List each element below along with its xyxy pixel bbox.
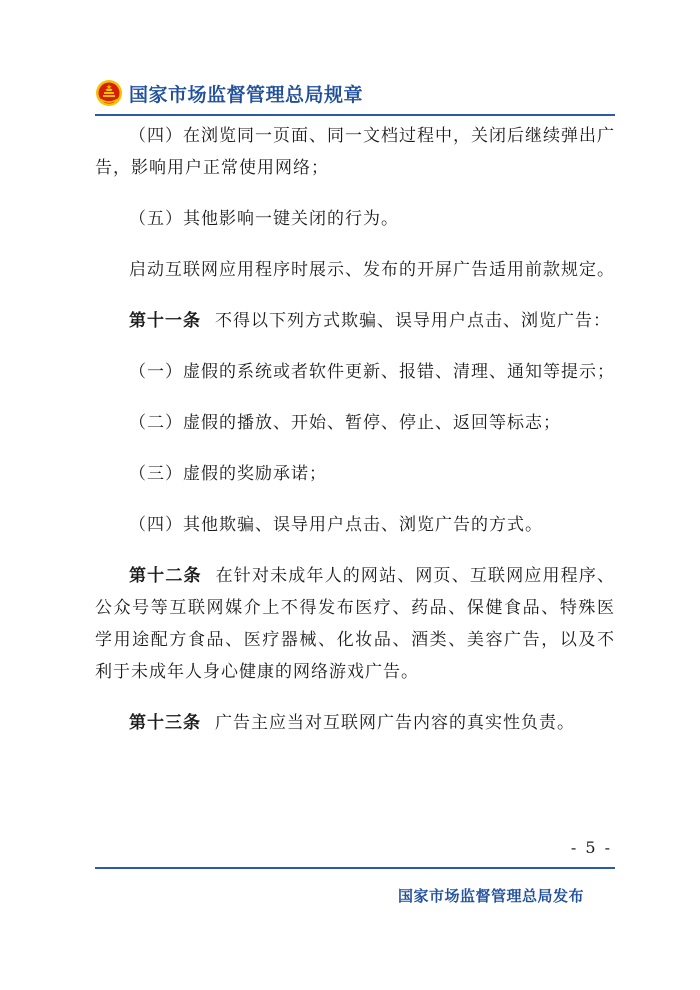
article-heading: 第十二条 [129, 566, 202, 586]
header-title: 国家市场监督管理总局规章 [129, 83, 364, 106]
article-11 [95, 305, 615, 337]
paragraph: （五）其他影响一键关闭的行为。 [129, 209, 399, 229]
article-12 [95, 560, 615, 688]
document-header [95, 76, 363, 110]
footer-divider [95, 867, 615, 869]
article-heading: 第十三条 [129, 713, 201, 733]
page-number: - 5 - [570, 838, 612, 857]
document-body [95, 120, 615, 758]
article-13 [95, 707, 615, 739]
paragraph: （二）虚假的播放、开始、暂停、停止、返回等标志； [129, 413, 561, 433]
paragraph: 启动互联网应用程序时展示、发布的开屏广告适用前款规定。 [129, 260, 615, 280]
article-heading: 第十一条 [129, 311, 201, 331]
paragraph: （一）虚假的系统或者软件更新、报错、清理、通知等提示； [129, 362, 615, 382]
article-text: 不得以下列方式欺骗、误导用户点击、浏览广告： [215, 311, 611, 331]
paragraph: （三）虚假的奖励承诺； [129, 464, 327, 484]
article-text: 广告主应当对互联网广告内容的真实性负责。 [215, 713, 575, 733]
article-text: 在针对未成年人的网站、网页、互联网应用程序、公众号等互联网媒介上不得发布医疗、药品、保健食品、特殊医学用途配方食品、医疗器械、化妆品、酒类、美容广告，以及不利于未成年人身心健康的网络游戏广告。 [95, 566, 615, 682]
header-divider [95, 114, 615, 116]
footer-publisher: 国家市场监督管理总局发布 [397, 887, 584, 905]
paragraph: （四）在浏览同一页面、同一文档过程中，关闭后继续弹出广告，影响用户正常使用网络； [95, 126, 615, 178]
national-emblem-icon [95, 79, 123, 107]
paragraph: （四）其他欺骗、误导用户点击、浏览广告的方式。 [129, 515, 543, 535]
